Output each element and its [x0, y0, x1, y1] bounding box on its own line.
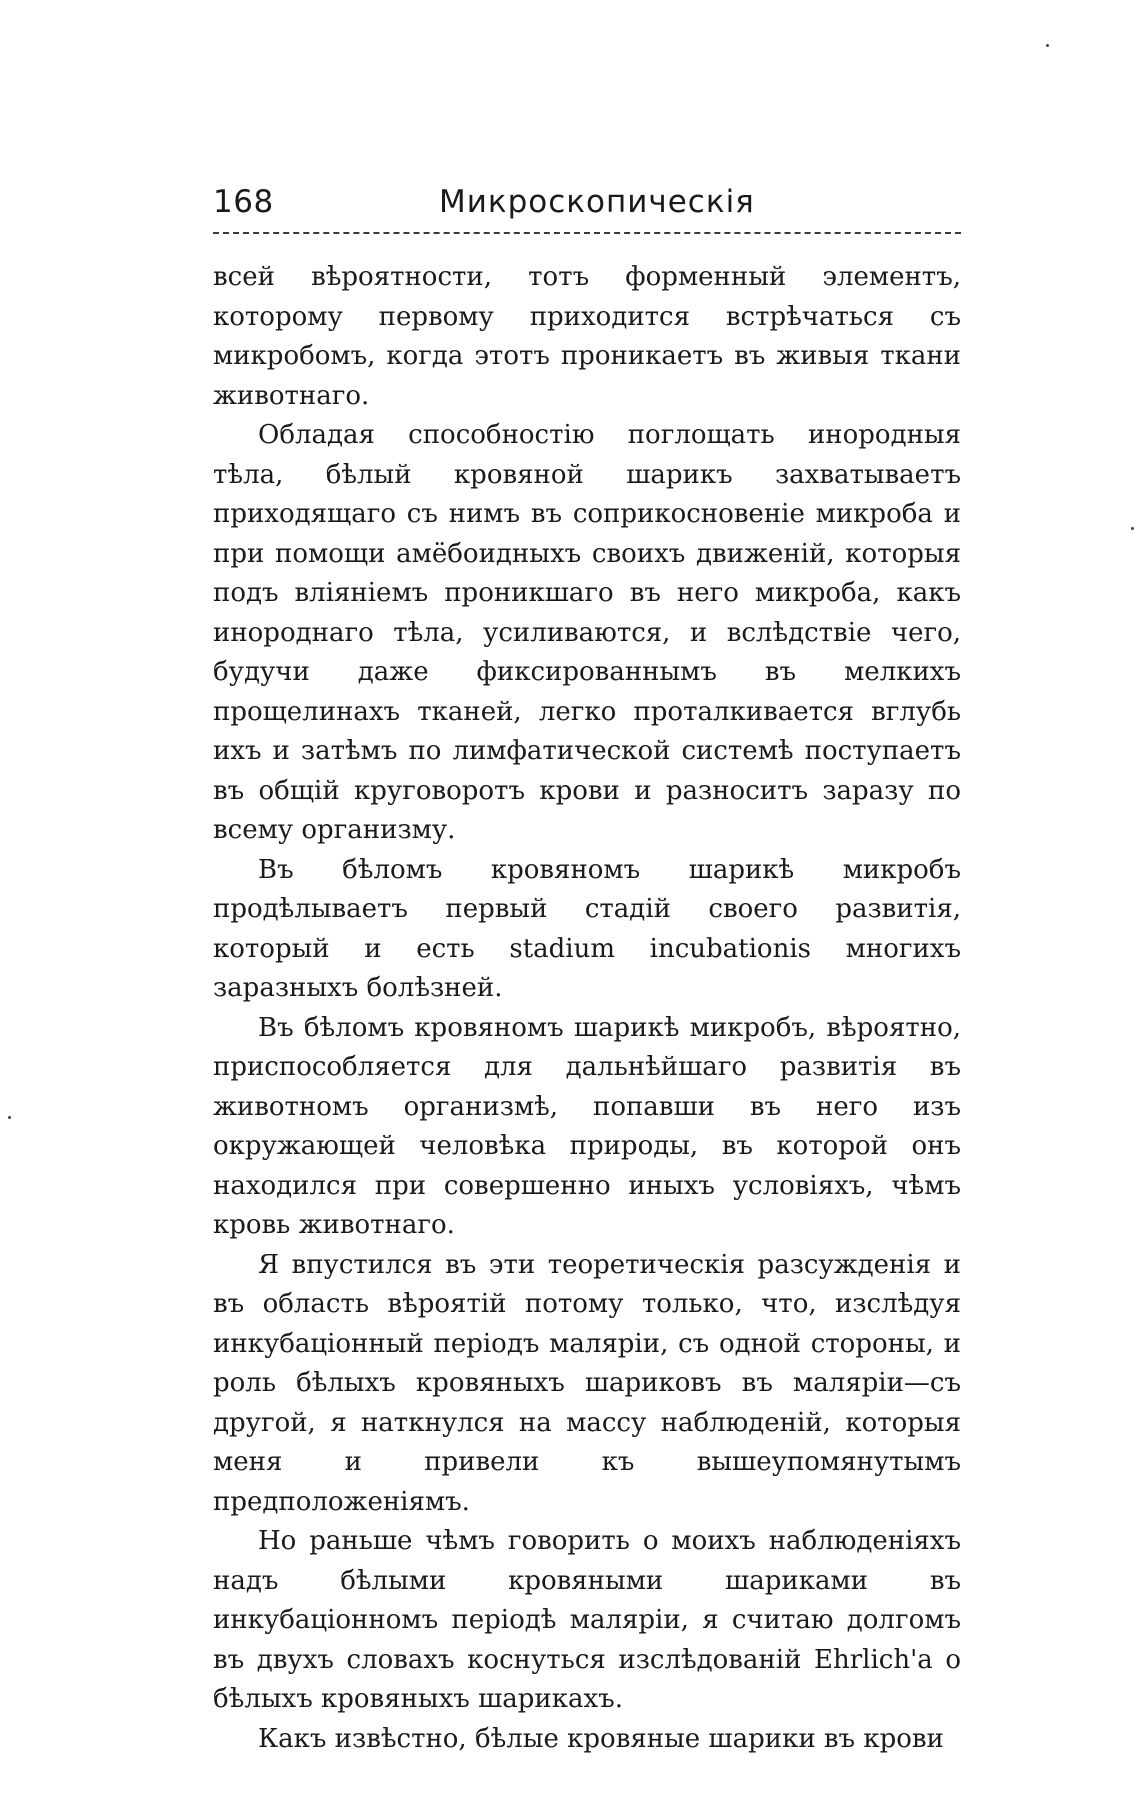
running-title: Микроскопическія — [439, 184, 755, 220]
body-text — [213, 258, 961, 1759]
header-rule — [213, 232, 961, 234]
scan-speck — [1046, 44, 1049, 47]
page-number: 168 — [213, 184, 274, 220]
paragraph: Я впустился въ эти теоретическія разсужденія и въ область вѣроятій потому только, что, изслѣдуя инкубаціонный періодъ маляріи, съ одной стороны, и роль бѣлыхъ кровяныхъ шариковъ въ маляріи—съ другой, я наткнулся на массу наблюденій, которыя меня и привели къ вышеупомянутымъ предположеніямъ. — [213, 1249, 961, 1517]
scan-speck — [8, 1116, 11, 1119]
page-header — [213, 182, 961, 226]
scan-speck — [1131, 527, 1134, 530]
paragraph: Но раньше чѣмъ говорить о моихъ наблюденіяхъ надъ бѣлыми кровяными шариками въ инкубаціонномъ періодѣ маляріи, я считаю долгомъ въ двухъ словахъ коснуться изслѣдованій Ehrlich'а о бѣлыхъ кровяныхъ шарикахъ. — [213, 1526, 961, 1714]
paragraph: Въ бѣломъ кровяномъ шарикѣ микробъ продѣлываетъ первый стадій своего развитія, который и есть stadium incubationis многихъ заразныхъ болѣзней. — [213, 854, 961, 1003]
paragraph: Въ бѣломъ кровяномъ шарикѣ микробъ, вѣроятно, приспособляется для дальнѣйшаго развитія въ животномъ организмѣ, попавши въ него изъ окружающей человѣка природы, въ которой онъ находился при совершенно иныхъ условіяхъ, чѣмъ кровь животнаго. — [213, 1012, 961, 1240]
paragraph-continuation: всей вѣроятности, тотъ форменный элементъ, которому первому приходится встрѣчаться съ микробомъ, когда этотъ проникаетъ въ живыя ткани животнаго. — [213, 262, 961, 411]
paragraph: Обладая способностію поглощать инородныя тѣла, бѣлый кровяной шарикъ захватываетъ приходящаго съ нимъ въ соприкосновеніе микроба и при помощи амёбоидныхъ своихъ движеній, которыя подъ вліяніемъ проникшаго въ него микроба, какъ инороднаго тѣла, усиливаются, и вслѣдствіе чего, будучи даже фиксированнымъ въ мелкихъ прощелинахъ тканей, легко проталкивается вглубь ихъ и затѣмъ по лимфатической системѣ поступаетъ въ общій круговоротъ крови и разноситъ заразу по всему организму. — [213, 420, 961, 845]
paragraph-last: Какъ извѣстно, бѣлые кровяные шарики въ крови — [258, 1723, 944, 1754]
